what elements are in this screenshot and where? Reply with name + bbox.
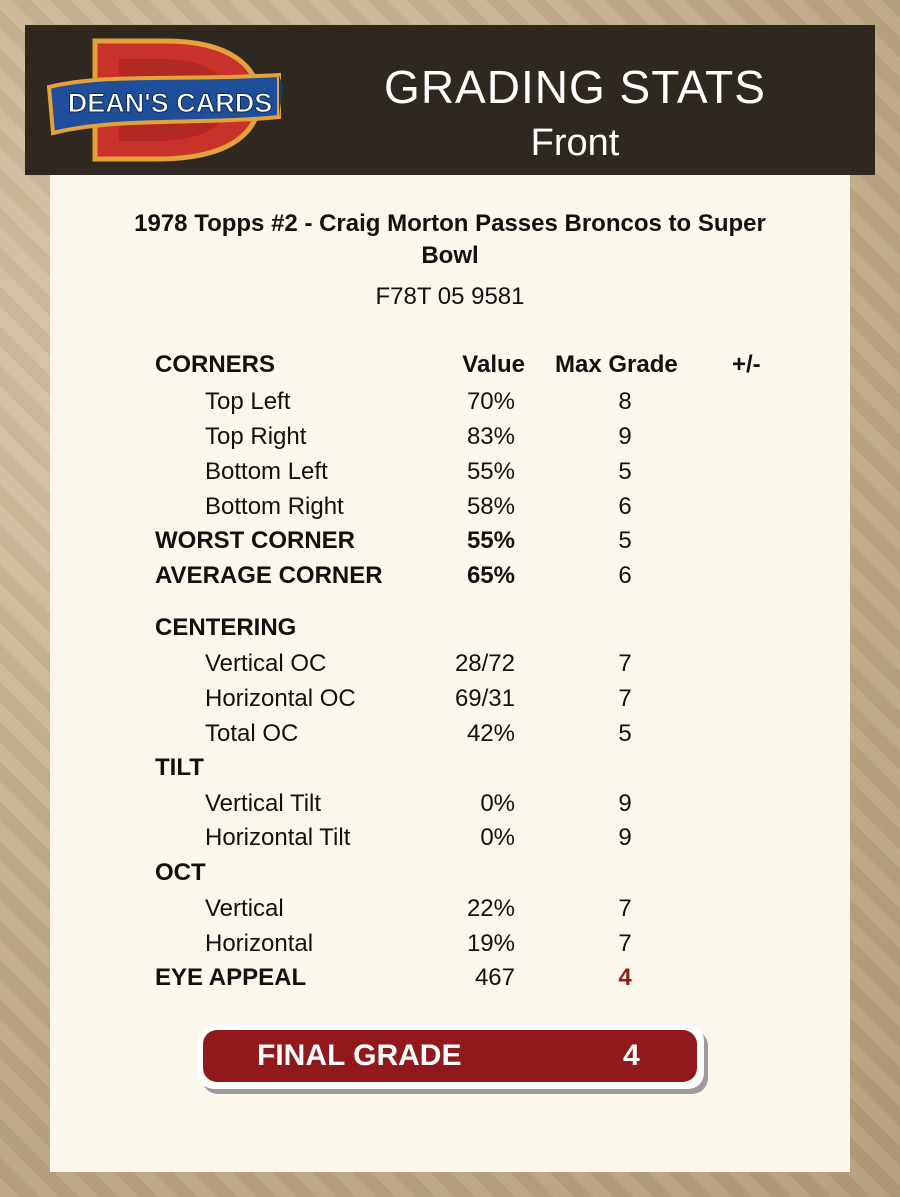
row-label: Vertical <box>205 895 284 922</box>
table-row <box>50 821 850 855</box>
eye-appeal-row <box>50 961 850 995</box>
row-value: 55% <box>466 458 515 485</box>
column-header-plus-minus: +/- <box>732 351 761 378</box>
section-heading-corners: CORNERS <box>155 351 276 378</box>
row-max-grade: 6 <box>618 562 632 589</box>
row-max-grade: 5 <box>618 458 632 485</box>
final-grade-value: 4 <box>623 1039 640 1072</box>
section-heading-centering: CENTERING <box>155 614 297 641</box>
final-grade-box <box>198 1025 704 1089</box>
row-max-grade: 7 <box>618 650 632 677</box>
row-max-grade: 7 <box>618 685 632 712</box>
final-grade-label: FINAL GRADE <box>257 1039 462 1072</box>
table-row <box>50 385 850 419</box>
table-row <box>50 647 850 681</box>
header-bar <box>25 25 875 175</box>
table-row <box>50 717 850 751</box>
row-value: 22% <box>466 895 515 922</box>
card-title: 1978 Topps #2 - Craig Morton Passes Broncos to Super Bowl <box>134 210 766 269</box>
section-heading-tilt: TILT <box>155 754 204 781</box>
row-value: 42% <box>466 720 515 747</box>
table-row <box>50 787 850 821</box>
column-header-max-grade: Max Grade <box>555 351 678 378</box>
row-max-grade: 9 <box>618 790 632 817</box>
row-max-grade: 9 <box>618 423 632 450</box>
table-row <box>50 682 850 716</box>
row-label: EYE APPEAL <box>155 964 307 991</box>
table-row <box>50 455 850 489</box>
row-value: 55% <box>466 527 515 554</box>
row-max-grade: 9 <box>618 824 632 851</box>
table-row <box>50 892 850 926</box>
corners-header-row <box>50 348 850 382</box>
average-corner-row <box>50 559 850 593</box>
logo-text: DEAN'S CARDS <box>67 88 273 118</box>
grading-panel <box>50 175 850 1172</box>
row-value: 0% <box>480 824 515 851</box>
row-label: WORST CORNER <box>155 527 355 554</box>
row-label: Vertical Tilt <box>205 790 322 817</box>
row-value: 19% <box>466 930 515 957</box>
row-value: 70% <box>466 388 515 415</box>
row-value: 0% <box>480 790 515 817</box>
section-heading-oct: OCT <box>155 859 206 886</box>
row-value: 58% <box>466 493 515 520</box>
row-label: AVERAGE CORNER <box>155 562 383 589</box>
row-label: Horizontal Tilt <box>205 824 351 851</box>
row-value: 467 <box>474 964 515 991</box>
column-header-value: Value <box>462 351 525 378</box>
row-value: 83% <box>466 423 515 450</box>
row-value: 69/31 <box>454 685 515 712</box>
row-max-grade: 7 <box>618 895 632 922</box>
row-label: Top Right <box>205 423 307 450</box>
row-label: Bottom Right <box>205 493 344 520</box>
final-grade-bar <box>203 1030 697 1082</box>
row-max-grade: 5 <box>618 527 632 554</box>
tilt-header-row <box>50 751 850 785</box>
row-max-grade: 8 <box>618 388 632 415</box>
row-value: 65% <box>466 562 515 589</box>
page-subtitle: Front <box>530 122 620 164</box>
table-row <box>50 490 850 524</box>
row-label: Bottom Left <box>205 458 328 485</box>
row-label: Horizontal <box>205 930 314 957</box>
centering-header-row <box>50 611 850 645</box>
row-max-grade: 7 <box>618 930 632 957</box>
worst-corner-row <box>50 524 850 558</box>
row-max-grade: 5 <box>618 720 632 747</box>
row-max-grade: 4 <box>618 964 632 991</box>
row-label: Horizontal OC <box>205 685 356 712</box>
table-row <box>50 420 850 454</box>
row-max-grade: 6 <box>618 493 632 520</box>
row-label: Vertical OC <box>205 650 327 677</box>
row-label: Top Left <box>205 388 291 415</box>
page-title: GRADING STATS <box>384 61 766 113</box>
table-row <box>50 927 850 961</box>
row-label: Total OC <box>205 720 299 747</box>
oct-header-row <box>50 856 850 890</box>
cert-number: F78T 05 9581 <box>375 283 525 310</box>
row-value: 28/72 <box>454 650 515 677</box>
